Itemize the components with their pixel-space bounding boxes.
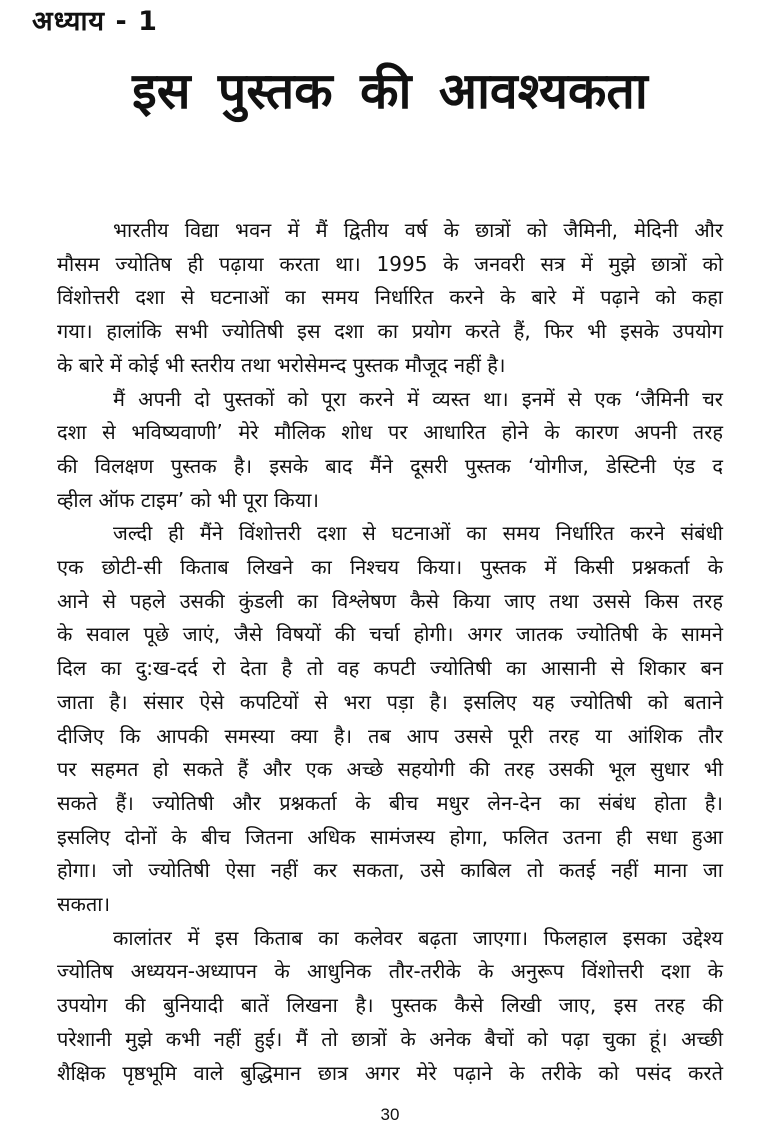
text-line: विंशोत्तरी दशा से घटनाओं का समय निर्धारित करने के बारे में पढ़ाने को कहा xyxy=(57,285,723,310)
page-title: इस पुस्तक की आवश्यकता xyxy=(132,62,648,120)
text-line: मैं अपनी दो पुस्तकों को पूरा करने में व्यस्त था। इनमें से एक ‘जैमिनी चर xyxy=(113,386,723,411)
text-line: के सवाल पूछे जाएं, जैसे विषयों की चर्चा होगी। अगर जातक ज्योतिषी के सामने xyxy=(57,622,723,647)
text-line: दिल का दु:ख-दर्द रो देता है तो वह कपटी ज्योतिषी का आसानी से शिकार बन xyxy=(57,656,723,681)
text-line: कालांतर में इस किताब का कलेवर बढ़ता जाएगा। फिलहाल इसका उद्देश्य xyxy=(113,925,723,950)
text-line: के बारे में कोई भी स्तरीय तथा भरोसेमन्द पुस्तक मौजूद नहीं है। xyxy=(57,352,506,377)
chapter-label: अध्याय - 1 xyxy=(32,6,158,37)
text-line: भारतीय विद्या भवन में मैं द्वितीय वर्ष के छात्रों को जैमिनी, मेदिनी और xyxy=(113,218,723,242)
text-line: मौसम ज्योतिष ही पढ़ाया करता था। 1995 के जनवरी सत्र में मुझे छात्रों को xyxy=(57,251,723,276)
page-number: 30 xyxy=(380,1105,400,1125)
text-line: जाता है। संसार ऐसे कपटियों से भरा पड़ा है। इसलिए यह ज्योतिषी को बताने xyxy=(57,689,723,714)
text-line: दशा से भविष्यवाणी’ मेरे मौलिक शोध पर आधारित होने के कारण अपनी तरह xyxy=(57,420,723,445)
text-line: गया। हालांकि सभी ज्योतिषी इस दशा का प्रयोग करते हैं, फिर भी इसके उपयोग xyxy=(57,319,723,344)
text-line: शैक्षिक पृष्ठभूमि वाले बुद्धिमान छात्र अगर मेरे पढ़ाने के तरीके को पसंद करते xyxy=(57,1060,723,1085)
text-line: दीजिए कि आपकी समस्या क्या है। तब आप उससे पूरी तरह या आंशिक तौर xyxy=(57,723,723,748)
text-line: की विलक्षण पुस्तक है। इसके बाद मैंने दूसरी पुस्तक ‘योगीज, डेस्टिनी एंड द xyxy=(57,453,723,478)
text-line: व्हील ऑफ टाइम’ को भी पूरा किया। xyxy=(57,487,319,512)
text-line: होगा। जो ज्योतिषी ऐसा नहीं कर सकता, उसे काबिल तो कतई नहीं माना जा xyxy=(57,858,723,883)
text-line: उपयोग की बुनियादी बातें लिखना है। पुस्तक कैसे लिखी जाए, इस तरह की xyxy=(57,993,723,1018)
text-line: एक छोटी-सी किताब लिखने का निश्चय किया। पुस्तक में किसी प्रश्नकर्ता के xyxy=(57,555,723,580)
text-line: जल्दी ही मैंने विंशोत्तरी दशा से घटनाओं का समय निर्धारित करने संबंधी xyxy=(113,521,723,546)
text-line: सकता। xyxy=(57,892,111,917)
text-line: ज्योतिष अध्ययन-अध्यापन के आधुनिक तौर-तरीके के अनुरूप विंशोत्तरी दशा के xyxy=(57,959,723,984)
body-text xyxy=(57,214,723,1090)
text-line: सकते हैं। ज्योतिषी और प्रश्नकर्ता के बीच मधुर लेन-देन का संबंध होता है। xyxy=(57,790,723,815)
text-line: परेशानी मुझे कभी नहीं हुई। मैं तो छात्रों के अनेक बैचों को पढ़ा चुका हूं। अच्छी xyxy=(57,1026,723,1051)
text-line: आने से पहले उसकी कुंडली का विश्लेषण कैसे किया जाए तथा उससे किस तरह xyxy=(57,588,723,613)
text-line: पर सहमत हो सकते हैं और एक अच्छे सहयोगी की तरह उसकी भूल सुधार भी xyxy=(57,757,723,782)
text-line: इसलिए दोनों के बीच जितना अधिक सामंजस्य होगा, फलित उतना ही सधा हुआ xyxy=(57,824,723,849)
